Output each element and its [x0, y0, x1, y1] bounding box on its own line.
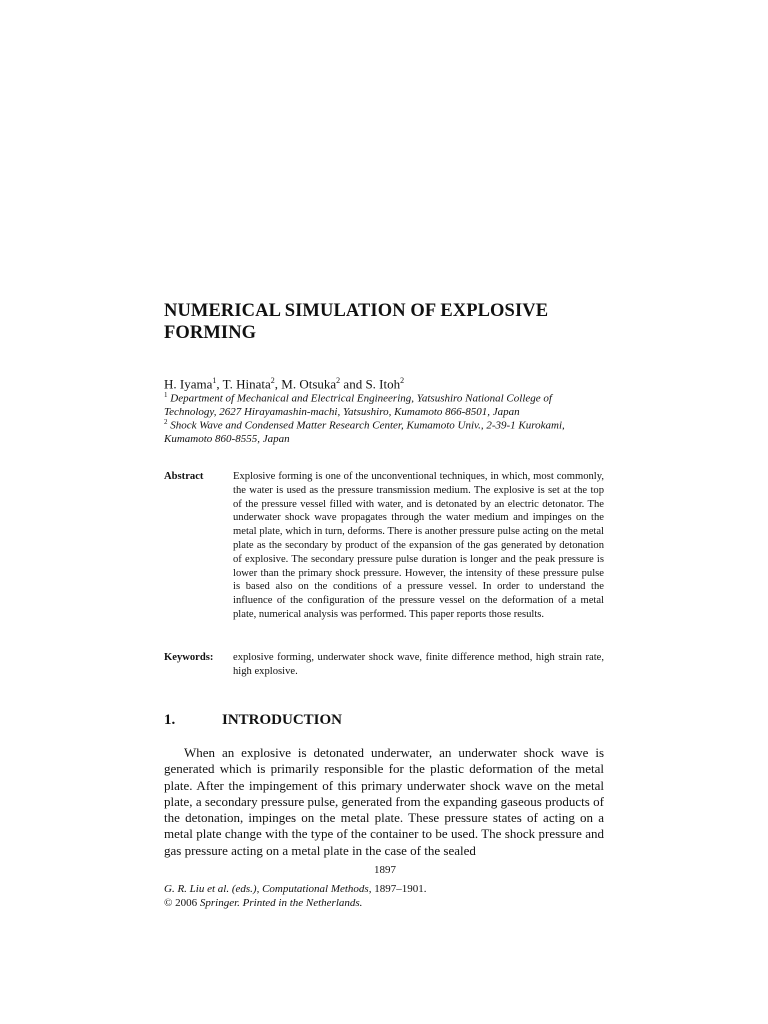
abstract-text: Explosive forming is one of the unconventional techniques, in which, most commonly, the water is used as the pressure transmission medium. The explosive is set at the top of the pressure vessel filled with water, and is detonated by an electric detonator. The underwater shock wave propagates through the water medium and impinges on the metal plate, which in turn, deforms. There is another pressure pulse acting on the metal plate as the secondary by product of the expansion of the gas generated by detonation of explosive. The secondary pressure pulse duration is longer and the peak pressure is lower than the primary shock pressure. However, the intensity of these pressure pulse is based also on the conditions of a pressure vessel. In order to understand the influence of the configuration of the pressure vessel on the deformation of a metal plate, numerical analysis was performed. This paper reports those results.	[233, 471, 604, 620]
citation-pages: 1897–1901.	[371, 883, 427, 895]
author-separator: ,	[216, 376, 223, 392]
author: M. Otsuka	[281, 376, 337, 392]
keywords-text: explosive forming, underwater shock wave, finite difference method, high strain rate, high explosive.	[233, 652, 604, 677]
copyright-symbol: ©	[164, 897, 173, 909]
affiliation-2	[164, 416, 604, 447]
author-separator: ,	[274, 376, 282, 392]
citation-editors: G. R. Liu et al. (eds.), Computational Methods,	[164, 883, 372, 895]
abstract-label: Abstract	[164, 471, 204, 482]
body-paragraph: When an explosive is detonated underwater, an underwater shock wave is generated which is primarily responsible for the plastic deformation of the metal plate. After the impingement of this primary underwater shock wave on the metal plate, a secondary pressure pulse, generated from the expanding gaseous products of the detonation, impinges on the metal plate. These pressure states of acting on a metal plate change with the type of the container to be used. The shock pressure and gas pressure acting on a metal plate in the case of the sealed	[164, 745, 604, 858]
affiliation-text: Shock Wave and Condensed Matter Research Center, Kumamoto Univ., 2-39-1 Kurokami, Kumamoto 860-8555, Japan	[164, 419, 565, 446]
author-affiliation-mark: 1	[212, 376, 217, 385]
author-separator: and	[340, 376, 366, 392]
page-number: 1897	[374, 864, 396, 876]
author: H. Iyama	[164, 376, 213, 392]
footer-citation	[164, 883, 604, 896]
author-affiliation-mark: 2	[400, 376, 405, 385]
keywords-label: Keywords:	[164, 652, 214, 663]
author-affiliation-mark: 2	[270, 376, 275, 385]
affiliation-mark: 1	[164, 391, 168, 399]
section-title: INTRODUCTION	[222, 712, 343, 728]
copyright-year: 2006	[172, 897, 200, 909]
author: T. Hinata	[222, 376, 271, 392]
affiliation-text: Department of Mechanical and Electrical Engineering, Yatsushiro National College of Technology, 2627 Hirayamashin-machi, Yatsushiro, Kumamoto 866-8501, Japan	[164, 392, 552, 419]
footer-copyright	[164, 897, 604, 910]
author-affiliation-mark: 2	[336, 376, 341, 385]
copyright-text: Springer. Printed in the Netherlands.	[199, 897, 363, 909]
author: S. Itoh	[365, 376, 401, 392]
paper-title: NUMERICAL SIMULATION OF EXPLOSIVE FORMING	[164, 301, 549, 343]
affiliation-mark: 2	[164, 418, 168, 426]
section-number: 1.	[164, 712, 176, 728]
